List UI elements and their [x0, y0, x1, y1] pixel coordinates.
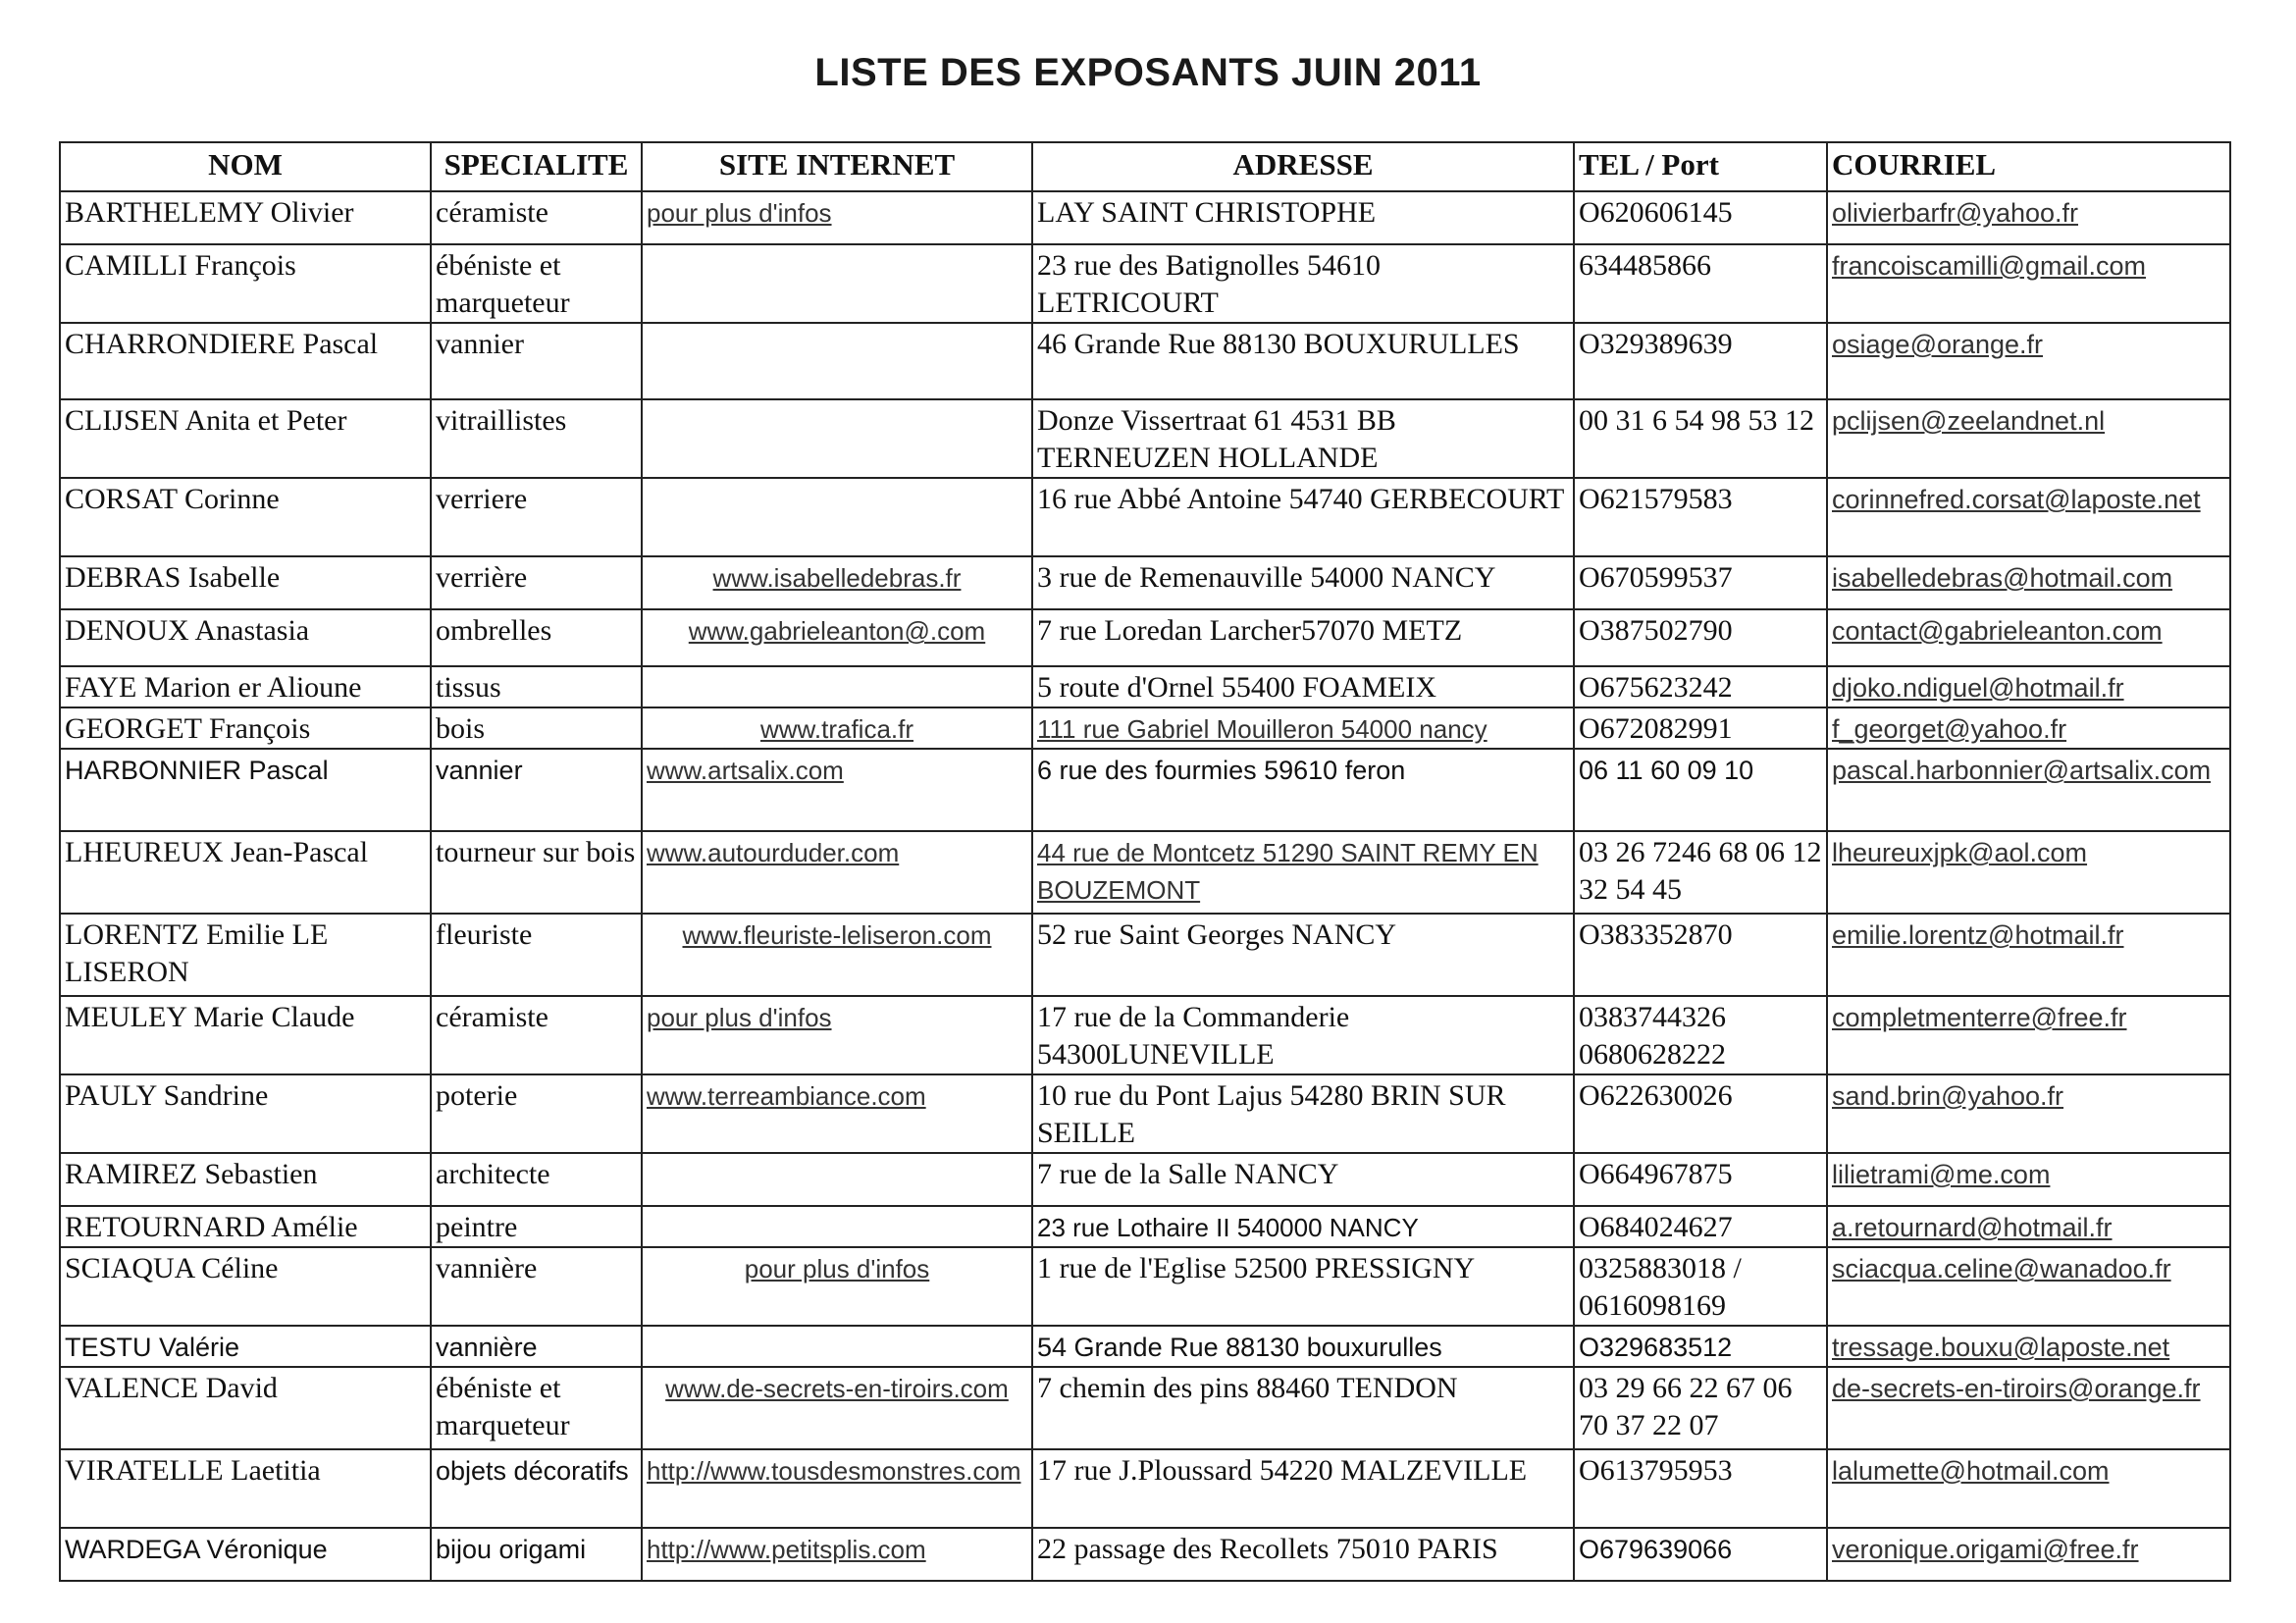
table-row	[60, 914, 2230, 996]
cell-tel: 03 26 7246 68 06 12 32 54 45	[1574, 831, 1827, 914]
cell-tel: O329683512	[1574, 1326, 1827, 1367]
cell-adresse	[1032, 707, 1574, 749]
cell-site	[642, 1449, 1032, 1528]
cell-nom: DEBRAS Isabelle	[60, 556, 431, 609]
website-link[interactable]: www.isabelledebras.fr	[712, 563, 962, 593]
cell-tel: O672082991	[1574, 707, 1827, 749]
cell-adresse	[1032, 666, 1574, 707]
website-link[interactable]: www.gabrieleanton@.com	[688, 616, 986, 646]
email-link[interactable]: lheureuxjpk@aol.com	[1832, 838, 2088, 867]
cell-tel: O613795953	[1574, 1449, 1827, 1528]
email-link[interactable]: osiage@orange.fr	[1832, 330, 2044, 359]
website-link[interactable]: www.artsalix.com	[647, 756, 844, 785]
address-text: 1 rue de l'Eglise 52500 PRESSIGNY	[1037, 1252, 1476, 1284]
email-link[interactable]: lalumette@hotmail.com	[1832, 1456, 2110, 1486]
cell-adresse	[1032, 914, 1574, 996]
cell-nom: CAMILLI François	[60, 244, 431, 323]
address-text: 7 chemin des pins 88460 TENDON	[1037, 1372, 1458, 1404]
cell-courriel	[1827, 1449, 2230, 1528]
cell-nom: CHARRONDIERE Pascal	[60, 323, 431, 399]
cell-site	[642, 1206, 1032, 1247]
cell-tel: O622630026	[1574, 1074, 1827, 1153]
email-link[interactable]: djoko.ndiguel@hotmail.fr	[1832, 673, 2124, 703]
cell-adresse	[1032, 1074, 1574, 1153]
cell-courriel	[1827, 609, 2230, 666]
cell-courriel	[1827, 749, 2230, 831]
page-title: LISTE DES EXPOSANTS JUIN 2011	[814, 51, 1482, 94]
cell-site	[642, 556, 1032, 609]
cell-courriel	[1827, 996, 2230, 1074]
cell-site	[642, 244, 1032, 323]
cell-nom: RAMIREZ Sebastien	[60, 1153, 431, 1206]
table-row	[60, 244, 2230, 323]
website-link[interactable]: www.terreambiance.com	[647, 1081, 926, 1111]
website-link[interactable]: www.trafica.fr	[759, 714, 914, 744]
cell-adresse	[1032, 749, 1574, 831]
cell-nom: PAULY Sandrine	[60, 1074, 431, 1153]
cell-adresse	[1032, 1449, 1574, 1528]
cell-adresse	[1032, 609, 1574, 666]
email-link[interactable]: francoiscamilli@gmail.com	[1832, 251, 2146, 281]
address-text: 5 route d'Ornel 55400 FOAMEIX	[1037, 671, 1437, 704]
table-row	[60, 1367, 2230, 1449]
address-text: 23 rue des Batignolles 54610 LETRICOURT	[1037, 249, 1381, 319]
cell-specialite: architecte	[431, 1153, 642, 1206]
cell-courriel	[1827, 1247, 2230, 1326]
header-courriel: COURRIEL	[1827, 142, 2230, 191]
email-link[interactable]: de-secrets-en-tiroirs@orange.fr	[1832, 1374, 2201, 1403]
table-row	[60, 666, 2230, 707]
cell-tel: O670599537	[1574, 556, 1827, 609]
cell-nom: CLIJSEN Anita et Peter	[60, 399, 431, 478]
cell-adresse	[1032, 1206, 1574, 1247]
website-link[interactable]: http://www.tousdesmonstres.com	[647, 1456, 1021, 1486]
cell-adresse	[1032, 556, 1574, 609]
cell-specialite: objets décoratifs	[431, 1449, 642, 1528]
cell-courriel	[1827, 191, 2230, 244]
table-row	[60, 1247, 2230, 1326]
table-row	[60, 1074, 2230, 1153]
cell-nom: LORENTZ Emilie LE LISERON	[60, 914, 431, 996]
cell-tel: 0325883018 / 0616098169	[1574, 1247, 1827, 1326]
address-text: 111 rue Gabriel Mouilleron 54000 nancy	[1037, 714, 1487, 744]
cell-courriel	[1827, 1153, 2230, 1206]
table-row	[60, 609, 2230, 666]
address-text: 23 rue Lothaire II 540000 NANCY	[1037, 1213, 1419, 1242]
table-row	[60, 749, 2230, 831]
cell-adresse	[1032, 996, 1574, 1074]
cell-courriel	[1827, 1326, 2230, 1367]
cell-courriel	[1827, 556, 2230, 609]
table-row	[60, 191, 2230, 244]
cell-courriel	[1827, 1074, 2230, 1153]
cell-courriel	[1827, 244, 2230, 323]
cell-tel: O383352870	[1574, 914, 1827, 996]
cell-site	[642, 1528, 1032, 1581]
address-text: 52 rue Saint Georges NANCY	[1037, 918, 1397, 951]
cell-courriel	[1827, 831, 2230, 914]
email-link[interactable]: contact@gabrieleanton.com	[1832, 616, 2163, 646]
address-text: LAY SAINT CHRISTOPHE	[1037, 196, 1377, 229]
cell-specialite: peintre	[431, 1206, 642, 1247]
email-link[interactable]: f_georget@yahoo.fr	[1832, 714, 2067, 744]
table-row	[60, 478, 2230, 556]
cell-courriel	[1827, 1367, 2230, 1449]
cell-specialite: bois	[431, 707, 642, 749]
table-row	[60, 399, 2230, 478]
email-link[interactable]: sand.brin@yahoo.fr	[1832, 1081, 2064, 1111]
table-row	[60, 707, 2230, 749]
cell-courriel	[1827, 399, 2230, 478]
cell-nom: GEORGET François	[60, 707, 431, 749]
cell-tel: O387502790	[1574, 609, 1827, 666]
exhibitors-table	[59, 141, 2231, 1582]
website-link[interactable]: pour plus d'infos	[744, 1254, 930, 1283]
cell-nom: BARTHELEMY Olivier	[60, 191, 431, 244]
email-link[interactable]: pclijsen@zeelandnet.nl	[1832, 406, 2106, 436]
cell-adresse	[1032, 399, 1574, 478]
cell-tel: O684024627	[1574, 1206, 1827, 1247]
cell-specialite: poterie	[431, 1074, 642, 1153]
cell-site	[642, 478, 1032, 556]
address-text: 17 rue J.Ploussard 54220 MALZEVILLE	[1037, 1454, 1528, 1487]
cell-nom: WARDEGA Véronique	[60, 1528, 431, 1581]
cell-nom: RETOURNARD Amélie	[60, 1206, 431, 1247]
email-link[interactable]: veronique.origami@free.fr	[1832, 1535, 2139, 1564]
cell-site	[642, 1367, 1032, 1449]
address-text: 6 rue des fourmies 59610 feron	[1037, 756, 1406, 785]
website-link[interactable]: pour plus d'infos	[647, 1003, 832, 1032]
address-text: 16 rue Abbé Antoine 54740 GERBECOURT	[1037, 483, 1565, 515]
cell-tel: O620606145	[1574, 191, 1827, 244]
cell-courriel	[1827, 707, 2230, 749]
address-text: 7 rue de la Salle NANCY	[1037, 1158, 1339, 1190]
cell-site	[642, 399, 1032, 478]
table-row	[60, 831, 2230, 914]
cell-nom: MEULEY Marie Claude	[60, 996, 431, 1074]
cell-tel: O675623242	[1574, 666, 1827, 707]
cell-site	[642, 707, 1032, 749]
cell-specialite: vannière	[431, 1326, 642, 1367]
table-row	[60, 1449, 2230, 1528]
address-text: 17 rue de la Commanderie 54300LUNEVILLE	[1037, 1001, 1350, 1071]
cell-site	[642, 1247, 1032, 1326]
cell-courriel	[1827, 666, 2230, 707]
website-link[interactable]: www.autourduder.com	[647, 838, 900, 867]
cell-nom: SCIAQUA Céline	[60, 1247, 431, 1326]
cell-tel: 03 29 66 22 67 06 70 37 22 07	[1574, 1367, 1827, 1449]
address-text: 46 Grande Rue 88130 BOUXURULLES	[1037, 328, 1520, 360]
header-site: SITE INTERNET	[642, 142, 1032, 191]
cell-specialite: ombrelles	[431, 609, 642, 666]
cell-specialite: verrière	[431, 556, 642, 609]
cell-tel: 634485866	[1574, 244, 1827, 323]
cell-nom: TESTU Valérie	[60, 1326, 431, 1367]
cell-courriel	[1827, 1206, 2230, 1247]
cell-courriel	[1827, 478, 2230, 556]
cell-nom: VALENCE David	[60, 1367, 431, 1449]
table-row	[60, 323, 2230, 399]
cell-site	[642, 323, 1032, 399]
address-text: 7 rue Loredan Larcher57070 METZ	[1037, 614, 1463, 647]
cell-specialite: vannière	[431, 1247, 642, 1326]
cell-adresse	[1032, 1367, 1574, 1449]
address-text: 44 rue de Montcetz 51290 SAINT REMY EN BOUZEMONT	[1037, 838, 1539, 905]
address-text: Donze Vissertraat 61 4531 BB TERNEUZEN HOLLANDE	[1037, 404, 1396, 474]
cell-site	[642, 914, 1032, 996]
cell-tel: O679639066	[1574, 1528, 1827, 1581]
email-link[interactable]: a.retournard@hotmail.fr	[1832, 1213, 2113, 1242]
header-row	[60, 142, 2230, 191]
cell-site	[642, 831, 1032, 914]
email-link[interactable]: completmenterre@free.fr	[1832, 1003, 2127, 1032]
cell-specialite: céramiste	[431, 191, 642, 244]
address-text: 54 Grande Rue 88130 bouxurulles	[1037, 1333, 1442, 1362]
website-link[interactable]: www.fleuriste-leliseron.com	[682, 920, 992, 950]
cell-adresse	[1032, 1247, 1574, 1326]
website-link[interactable]: http://www.petitsplis.com	[647, 1535, 926, 1564]
email-link[interactable]: pascal.harbonnier@artsalix.com	[1832, 756, 2212, 785]
cell-specialite: fleuriste	[431, 914, 642, 996]
cell-site	[642, 666, 1032, 707]
table-row	[60, 1206, 2230, 1247]
cell-site	[642, 1074, 1032, 1153]
cell-specialite: tissus	[431, 666, 642, 707]
email-link[interactable]: corinnefred.corsat@laposte.net	[1832, 485, 2201, 514]
cell-nom: CORSAT Corinne	[60, 478, 431, 556]
header-nom: NOM	[60, 142, 431, 191]
website-link[interactable]: pour plus d'infos	[647, 198, 832, 228]
email-link[interactable]: isabelledebras@hotmail.com	[1832, 563, 2173, 593]
cell-adresse	[1032, 478, 1574, 556]
cell-courriel	[1827, 1528, 2230, 1581]
email-link[interactable]: sciacqua.celine@wanadoo.fr	[1832, 1254, 2171, 1283]
address-text: 22 passage des Recollets 75010 PARIS	[1037, 1533, 1498, 1565]
cell-adresse	[1032, 323, 1574, 399]
cell-adresse	[1032, 831, 1574, 914]
cell-tel: 06 11 60 09 10	[1574, 749, 1827, 831]
cell-tel: O621579583	[1574, 478, 1827, 556]
table-row	[60, 1326, 2230, 1367]
cell-nom: FAYE Marion er Alioune	[60, 666, 431, 707]
cell-specialite: bijou origami	[431, 1528, 642, 1581]
header-tel: TEL / Port	[1574, 142, 1827, 191]
cell-site	[642, 1153, 1032, 1206]
cell-specialite: verriere	[431, 478, 642, 556]
cell-nom: DENOUX Anastasia	[60, 609, 431, 666]
cell-specialite: vannier	[431, 749, 642, 831]
header-specialite: SPECIALITE	[431, 142, 642, 191]
table-row	[60, 556, 2230, 609]
cell-specialite: vannier	[431, 323, 642, 399]
cell-adresse	[1032, 191, 1574, 244]
cell-specialite: tourneur sur bois	[431, 831, 642, 914]
cell-adresse	[1032, 244, 1574, 323]
cell-adresse	[1032, 1528, 1574, 1581]
cell-courriel	[1827, 323, 2230, 399]
website-link[interactable]: www.de-secrets-en-tiroirs.com	[665, 1374, 1009, 1403]
email-link[interactable]: tressage.bouxu@laposte.net	[1832, 1333, 2170, 1362]
address-text: 3 rue de Remenauville 54000 NANCY	[1037, 561, 1496, 594]
cell-site	[642, 996, 1032, 1074]
cell-tel: 0383744326 0680628222	[1574, 996, 1827, 1074]
table-row	[60, 1528, 2230, 1581]
cell-specialite: ébéniste et marqueteur	[431, 244, 642, 323]
cell-tel: O664967875	[1574, 1153, 1827, 1206]
table-row	[60, 1153, 2230, 1206]
header-adresse: ADRESSE	[1032, 142, 1574, 191]
cell-adresse	[1032, 1153, 1574, 1206]
cell-site	[642, 191, 1032, 244]
cell-site	[642, 609, 1032, 666]
email-link[interactable]: emilie.lorentz@hotmail.fr	[1832, 920, 2124, 950]
cell-adresse	[1032, 1326, 1574, 1367]
cell-tel: 00 31 6 54 98 53 12	[1574, 399, 1827, 478]
address-text: 10 rue du Pont Lajus 54280 BRIN SUR SEILLE	[1037, 1079, 1506, 1149]
table-row	[60, 996, 2230, 1074]
cell-specialite: ébéniste et marqueteur	[431, 1367, 642, 1449]
cell-site	[642, 1326, 1032, 1367]
cell-courriel	[1827, 914, 2230, 996]
cell-site	[642, 749, 1032, 831]
cell-tel: O329389639	[1574, 323, 1827, 399]
cell-specialite: vitraillistes	[431, 399, 642, 478]
email-link[interactable]: olivierbarfr@yahoo.fr	[1832, 198, 2079, 228]
cell-specialite: céramiste	[431, 996, 642, 1074]
email-link[interactable]: lilietrami@me.com	[1832, 1160, 2051, 1189]
cell-nom: VIRATELLE Laetitia	[60, 1449, 431, 1528]
cell-nom: HARBONNIER Pascal	[60, 749, 431, 831]
cell-nom: LHEUREUX Jean-Pascal	[60, 831, 431, 914]
